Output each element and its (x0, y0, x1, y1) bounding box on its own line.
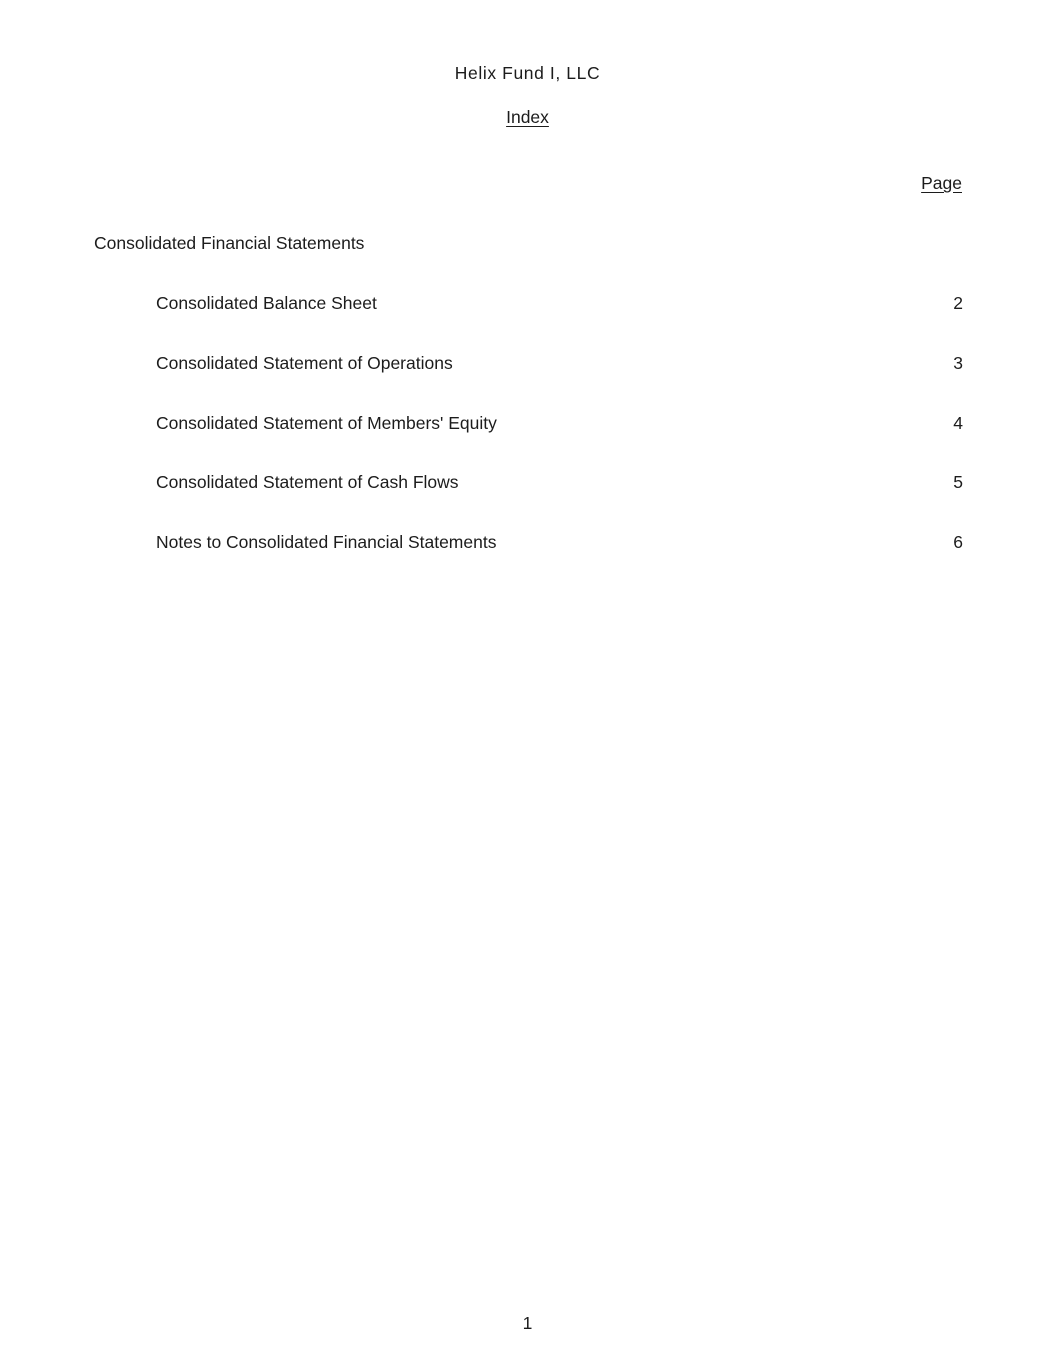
index-entry-page-number: 6 (953, 532, 963, 552)
index-entry-label: Consolidated Balance Sheet (156, 293, 377, 313)
index-entry-page-number: 5 (953, 472, 963, 493)
document-subtitle: Index (506, 107, 549, 127)
index-entry-row (156, 293, 963, 353)
index-entry-row (156, 472, 963, 532)
index-entry-label: Notes to Consolidated Financial Statements (156, 532, 497, 552)
index-entries-list (156, 293, 963, 592)
index-entry-label: Consolidated Statement of Members' Equity (156, 412, 497, 433)
index-entry-label: Consolidated Statement of Operations (156, 352, 453, 373)
index-entry-page-number: 4 (953, 412, 963, 433)
index-entry-label: Consolidated Statement of Cash Flows (156, 472, 459, 493)
index-entry-page-number: 2 (953, 293, 963, 313)
section-heading: Consolidated Financial Statements (94, 233, 365, 253)
document-subtitle-wrap (0, 107, 1055, 128)
footer-page-number: 1 (522, 1313, 533, 1333)
page-column-header: Page (921, 173, 962, 193)
index-entry-row (156, 532, 963, 592)
document-title: Helix Fund I, LLC (454, 63, 601, 83)
index-entry-page-number: 3 (953, 352, 963, 373)
index-entry-row (156, 413, 963, 473)
index-entry-row (156, 353, 963, 413)
